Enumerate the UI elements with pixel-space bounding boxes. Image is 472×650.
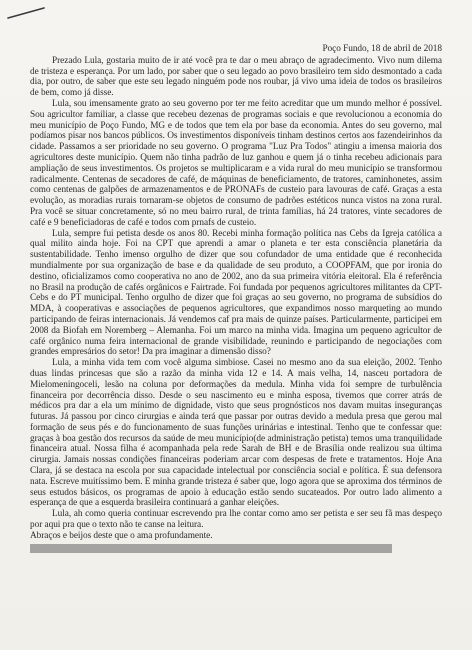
letter-date: Poço Fundo, 18 de abril de 2018 — [322, 44, 442, 54]
paragraph-gratitude: Lula, sou imensamente grato ao seu governo por ter me feito acreditar que um mundo melhor é possível. Sou agricultor familiar, a classe que recebeu dezenas de programas sociais e que revolucionou a economia do meu município de Poço Fundo, MG e de todos que tem ela por base da economia. Antes do seu governo, mal podíamos pisar nos bancos públicos. Os investimentos disponíveis tinham destinos certos aos fazendeirinhos da cidade. Passamos a ser prioridade no seu governo. O programa "Luz Pra Todos" atingiu a imensa maioria dos agricultores deste município. Quem não tinha padrão de luz ganhou e quem já o tinha recebeu adicionais para ampliação de seus investimentos. Os projetos se multiplicaram e a vida rural do meu município se transformou radicalmente. Centenas de secadores de café, de máquinas de beneficiamento, de tratores, caminhonetes, assim como centenas de galpões de armazenamentos e de PRONAFs de custeio para lavouras de café. Graças a esta evolução, as moradias rurais tornaram-se objetos de consumo de padrões estéticos nunca vistos na zona rural. Pra você se situar concretamente, só no meu bairro rural, de trinta famílias, há 24 tratores, vinte secadores de café e 9 beneficiadoras de café e todos com prnafs de custeio. — [30, 98, 442, 228]
paragraph-family: Lula, a minha vida tem com você alguma simbiose. Casei no mesmo ano da sua eleição, 2002. Tenho duas lindas princesas que são a razão da minha vida 12 e 14. A mais velha, 14, nasceu portadora de Mielomeningoceli, lesão na coluna por deformações da medula. Minha vida foi sempre de turbulência financeira por decorrência disso. Desde o seu nascimento eu e minha esposa, tivemos que correr atrás de médicos pra dar a ela um mínimo de dignidade, visto que seus prognósticos nos davam muitas inseguranças futuras. Já passou por cinco cirurgias e ainda terá que passar por outras devido a medula presa que gerou mal formação de seus pés e do funcionamento de suas funções urinárias e intestinal. Tenho que te confessar que: graças à boa gestão dos recursos da saúde de meu município(de administração petista) temos uma tranquilidade financeira atual. Nossa filha é acompanhada pela rede Sarah de BH e de Brasília onde realizou sua última cirurgia. Jamais nossas condições financeiras poderiam arcar com despesas de frete e tratamentos. Hoje Ana Clara, já se destaca na escola por sua capacidade intelectual por consciência social e política. É sua defensora nata. Escreve muitíssimo bem. E minha grande tristeza é saber que, logo agora que se aproxima dos términos de seus estudos básicos, os programas de apoio à educação estão sendo sucateados. Por outro lado alimento a esperança de que a esquerda brasileira continuará a ganhar eleições. — [30, 358, 442, 509]
paragraph-closing: Lula, ah como queria continuar escrevendo pra lhe contar como amo ser petista e ser seu fã mas despeço por aqui pra que o texto não te canse na leitura. — [30, 509, 442, 531]
paragraph-greeting: Prezado Lula, gostaria muito de ir até você pra te dar o meu abraço de agradecimento. Vivo num dilema de tristeza e esperança. Por um lado, por saber que o seu legado ao povo brasileiro tem sido desmontado a cada dia, por outro, de saber que este seu legado ninguém pode nos roubar, já vivo uma ideia de todos os brasileiros de bem, como já disse. — [30, 55, 442, 99]
paragraph-political-history: Lula, sempre fui petista desde os anos 80. Recebi minha formação política nas Cebs da Igreja católica a qual milito ainda hoje. Foi na CPT que aprendi a amar o planeta e ter esta consciência planetária da sustentabilidade. Tenho imenso orgulho de dizer que sou cofundador de uma entidade que é reconhecida mundialmente por sua organização de base e da qualidade de seu produto, a COOPFAM, que por ironia do destino, oficializamos como cooperativa no ano de 2002, ano da sua primeira vitória eleitoral. Ela é referência no Brasil na produção de cafés orgânicos e Fairtrade. Foi fundada por pequenos agricultores militantes da CPT-Cebs e do PT municipal. Tenho orgulho de dizer que foi graças ao seu governo, no programa de subsídios do MDA, à cooperativas e associações de pequenos agricultores, que expandimos nosso marqueting ao mundo participando de feiras internacionais. Já vendemos caf pra mais de quinze países. Particularmente, participei em 2008 da Biofah em Noremberg – Alemanha. Foi um marco na minha vida. Imagina um pequeno agricultor de café orgânico numa feira internacional de grande visibilidade, reunindo e participando de negociações com grandes empresários do setor! Da pra imaginar a dimensão disso? — [30, 228, 442, 358]
pen-stroke-mark — [6, 6, 46, 20]
letter-signoff: Abraços e beijos deste que o ama profundamente. — [30, 530, 213, 541]
redacted-signature-bar — [30, 544, 392, 553]
letter-body — [30, 44, 442, 553]
